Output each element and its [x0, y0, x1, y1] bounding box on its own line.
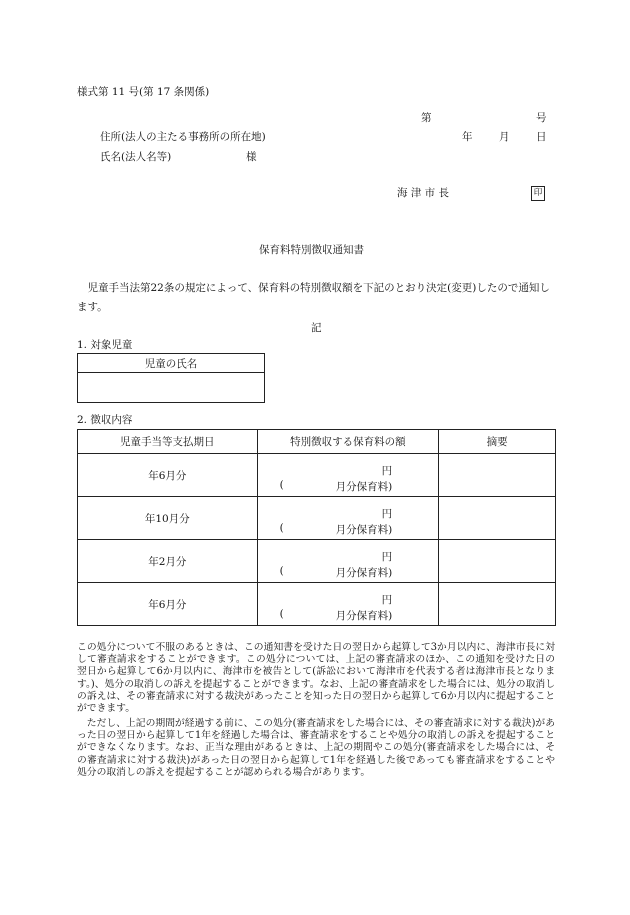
month-fee-label: 月分保育料) [335, 481, 393, 493]
month-fee-label: 月分保育料) [335, 610, 393, 622]
seal-box: 印 [531, 186, 545, 201]
ki-label: 記 [311, 322, 322, 334]
table-row [78, 497, 556, 540]
table-row [78, 454, 556, 497]
open-paren: ( [279, 479, 284, 491]
open-paren: ( [279, 608, 284, 620]
child-name-cell [78, 373, 265, 403]
yen-label: 円 [381, 508, 393, 520]
amount-cell [257, 497, 439, 540]
remarks-cell [439, 540, 556, 583]
appeal-notice-paragraph-1: この処分について不服のあるときは、この通知書を受けた日の翌日から起算して3か月以内に、海津市長に対して審査請求をすることができます。この処分については、上記の審査請求のほか、この通知を受けた日の翌日から起算して6か月以内に、海津市を被告として(訴訟において海津市を代表する者は海津市長となります。)、処分の取消しの訴えを提起することができます。なお、上記の審査請求をした場合には、処分の取消しの訴えは、その審査請求に対する裁決があったことを知った日の翌日から起算して6か月以内に提起することができます。 [77, 642, 555, 715]
date-year: 年 [462, 131, 473, 143]
remarks-cell [439, 583, 556, 626]
collection-table [77, 429, 556, 626]
date-month: 月 [499, 131, 510, 143]
appeal-notice-paragraph-2: ただし、上記の期間が経過する前に、この処分(審査請求をした場合には、その審査請求に対する裁決)があった日の翌日から起算して1年を経過した場合は、審査請求をすることや処分の取消しの訴えを提起することができなくなります。なお、正当な理由があるときは、上記の期間やこの処分(審査請求をした場合には、その審査請求に対する裁決)があった日の翌日から起算して1年を経過した後であっても審査請求をすることや処分の取消しの訴えを提起することが認められる場合があります。 [77, 718, 555, 778]
period-cell: 年10月分 [78, 497, 258, 540]
child-name-header: 児童の氏名 [78, 354, 265, 373]
open-paren: ( [279, 565, 284, 577]
remarks-cell [439, 454, 556, 497]
doc-number-dai: 第 [421, 112, 432, 124]
amount-cell [257, 583, 439, 626]
table-row [78, 583, 556, 626]
period-cell: 年6月分 [78, 454, 258, 497]
month-fee-label: 月分保育料) [335, 567, 393, 579]
honorific: 様 [246, 151, 257, 163]
remarks-cell [439, 497, 556, 540]
col-amount: 特別徴収する保育料の額 [257, 430, 439, 454]
doc-number-go: 号 [536, 112, 547, 124]
form-number: 様式第 11 号(第 17 条関係) [77, 86, 210, 98]
amount-cell [257, 454, 439, 497]
date-day: 日 [536, 131, 547, 143]
address-label: 住所(法人の主たる事務所の所在地) [100, 131, 266, 143]
child-name-table [77, 353, 265, 403]
table-row [78, 540, 556, 583]
name-label: 氏名(法人名等) [100, 151, 172, 163]
section1-heading: 1. 対象児童 [77, 339, 133, 351]
open-paren: ( [279, 522, 284, 534]
amount-cell [257, 540, 439, 583]
document-title: 保育料特別徴収通知書 [259, 244, 364, 256]
col-payment-date: 児童手当等支払期日 [78, 430, 258, 454]
section2-heading: 2. 徴収内容 [77, 414, 133, 426]
month-fee-label: 月分保育料) [335, 524, 393, 536]
yen-label: 円 [381, 551, 393, 563]
period-cell: 年6月分 [78, 583, 258, 626]
yen-label: 円 [381, 465, 393, 477]
intro-paragraph: 児童手当法第22条の規定によって、保育料の特別徴収額を下記のとおり決定(変更)したので通知します。 [77, 282, 550, 313]
yen-label: 円 [381, 594, 393, 606]
issuer-title: 海 津 市 長 [397, 187, 450, 199]
col-remarks: 摘要 [439, 430, 556, 454]
collection-header-row [78, 430, 556, 454]
period-cell: 年2月分 [78, 540, 258, 583]
